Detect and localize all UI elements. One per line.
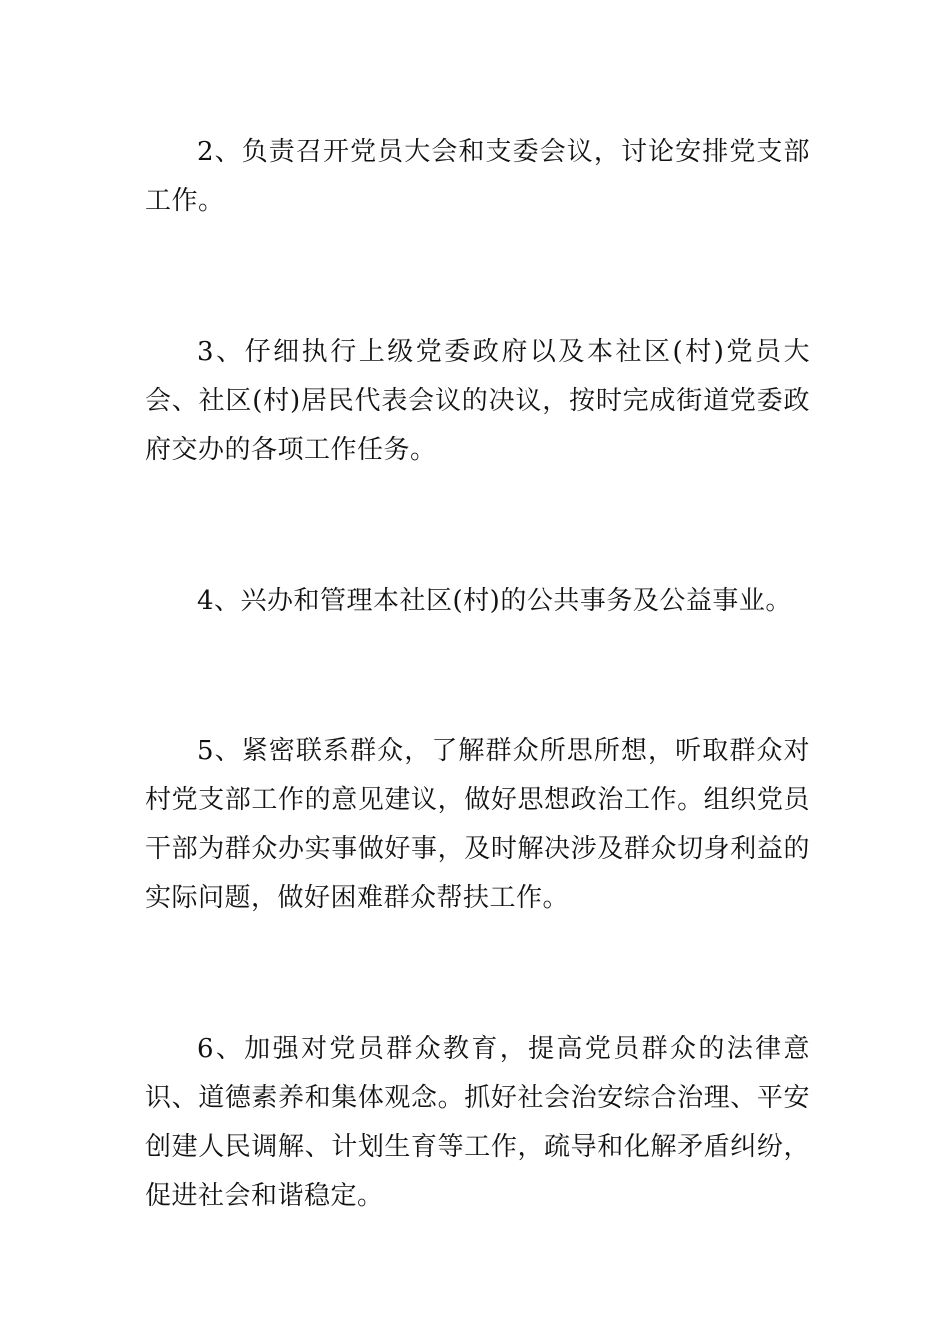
- paragraph-item-6: 6、加强对党员群众教育，提高党员群众的法律意识、道德素养和集体观念。抓好社会治安综合治理、平安创建人民调解、计划生育等工作，疏导和化解矛盾纠纷，促进社会和谐稳定。: [145, 1034, 810, 1211]
- paragraph-item-5: 5、紧密联系群众，了解群众所思所想，听取群众对村党支部工作的意见建议，做好思想政治工作。组织党员干部为群众办实事做好事，及时解决涉及群众切身利益的实际问题，做好困难群众帮扶工作。: [145, 736, 810, 913]
- paragraph-item-4: 4、兴办和管理本社区(村)的公共事务及公益事业。: [197, 586, 792, 616]
- paragraph-item-3: 3、仔细执行上级党委政府以及本社区(村)党员大会、社区(村)居民代表会议的决议，按时完成街道党委政府交办的各项工作任务。: [145, 337, 810, 465]
- paragraph-item-2: 2、负责召开党员大会和支委会议，讨论安排党支部工作。: [145, 137, 810, 216]
